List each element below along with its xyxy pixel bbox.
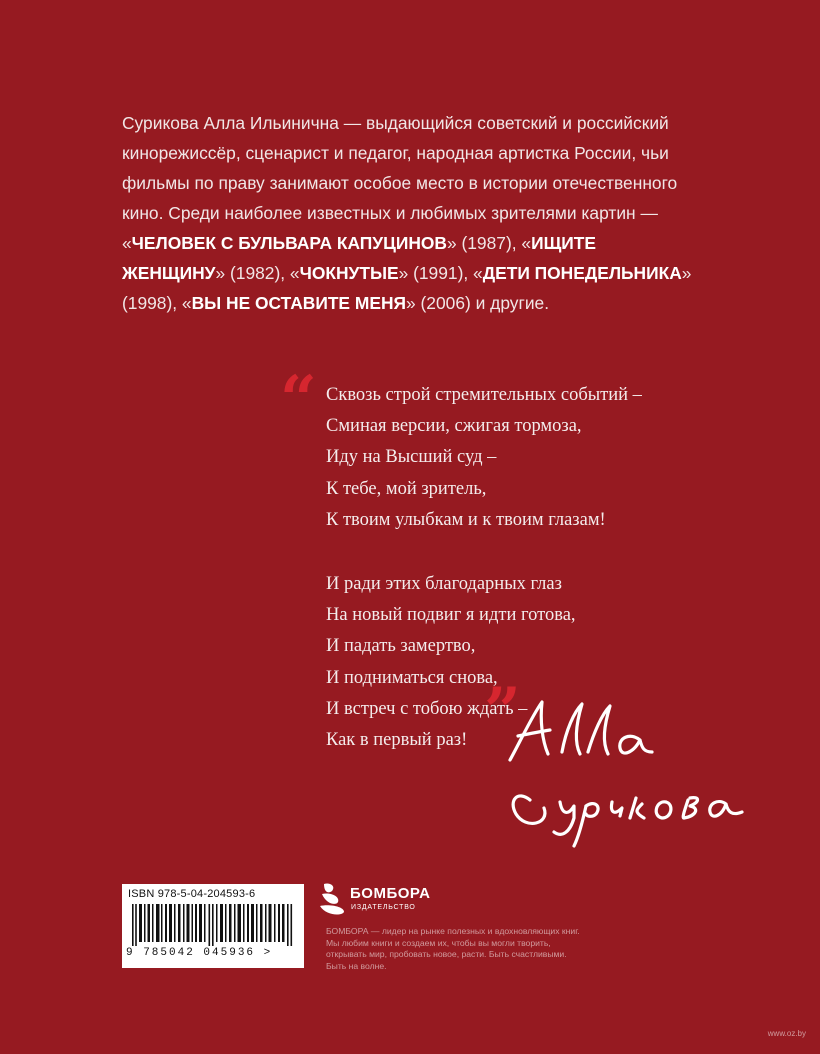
publisher-subtitle: ИЗДАТЕЛЬСТВО [351, 904, 416, 911]
stanza-gap [326, 536, 642, 569]
film-title: ЧЕЛОВЕК С БУЛЬВАРА КАПУЦИНОВ [131, 233, 447, 253]
poem-line: Сквозь строй стремительных событий – [326, 385, 642, 405]
bio-line [122, 258, 722, 288]
bio-text: » (1982), « [215, 263, 300, 283]
publisher-logo [318, 882, 448, 918]
barcode-bars [128, 904, 296, 946]
bio-text: » [681, 263, 692, 283]
isbn-barcode [122, 884, 304, 968]
poem-line: И подниматься снова, [326, 667, 498, 688]
isbn-number: ISBN 978-5-04-204593-6 [128, 888, 256, 900]
bombora-logo-icon [318, 882, 346, 916]
author-signature [470, 690, 760, 850]
publisher-blurb: БОМБОРА — лидер на рынке полезных и вдохновляющих книг. Мы любим книги и создаем их, чтобы вы могли творить, открывать мир, пробовать новое, расти. Быть счастливыми. Быть на волне. [326, 926, 580, 971]
poem-line: Сминая версии, сжигая тормоза, [326, 416, 582, 437]
bio-line [122, 228, 722, 258]
poem-line: И ради этих благодарных глаз [326, 573, 562, 594]
film-title: ВЫ НЕ ОСТАВИТЕ МЕНЯ [191, 293, 407, 313]
film-title: ИЩИТЕ [531, 233, 597, 253]
poem-line: Как в первый раз! [326, 729, 468, 750]
bio-text: » (2006) и другие. [406, 293, 550, 313]
barcode-digits: 9 785042 045936 > [126, 947, 273, 959]
poem-line: К тебе, мой зритель, [326, 478, 487, 499]
bio-text: » (1991), « [398, 263, 483, 283]
author-bio [122, 108, 722, 318]
bio-text: » (1987), « [446, 233, 532, 253]
publisher-name: БОМБОРА [350, 885, 431, 902]
poem-line: И встреч с тобою ждать – [326, 698, 528, 719]
bio-line: кино. Среди наиболее известных и любимых зрителями картин — [122, 203, 658, 223]
film-title: ЧОКНУТЫЕ [299, 263, 399, 283]
poem-line: К твоим улыбкам и к твоим глазам! [326, 509, 606, 530]
bio-text: « [122, 233, 132, 253]
poem-line: На новый подвиг я идти готова, [326, 605, 576, 626]
bio-line: Сурикова Алла Ильинична — выдающийся советский и российский [122, 113, 669, 133]
close-quote-icon: ” [484, 674, 521, 749]
store-watermark: www.oz.by [767, 1029, 806, 1038]
bio-line: кинорежиссёр, сценарист и педагог, народная артистка России, чьи [122, 143, 669, 163]
poem-line: И падать замертво, [326, 636, 476, 657]
bio-line: фильмы по праву занимают особое место в истории отечественного [122, 173, 678, 193]
bio-line [122, 288, 722, 318]
bio-text: (1998), « [122, 293, 192, 313]
film-title: ДЕТИ ПОНЕДЕЛЬНИКА [482, 263, 682, 283]
poem-line: Иду на Высший суд – [326, 447, 497, 468]
film-title: ЖЕНЩИНУ [122, 263, 216, 283]
open-quote-icon: “ [280, 362, 317, 437]
